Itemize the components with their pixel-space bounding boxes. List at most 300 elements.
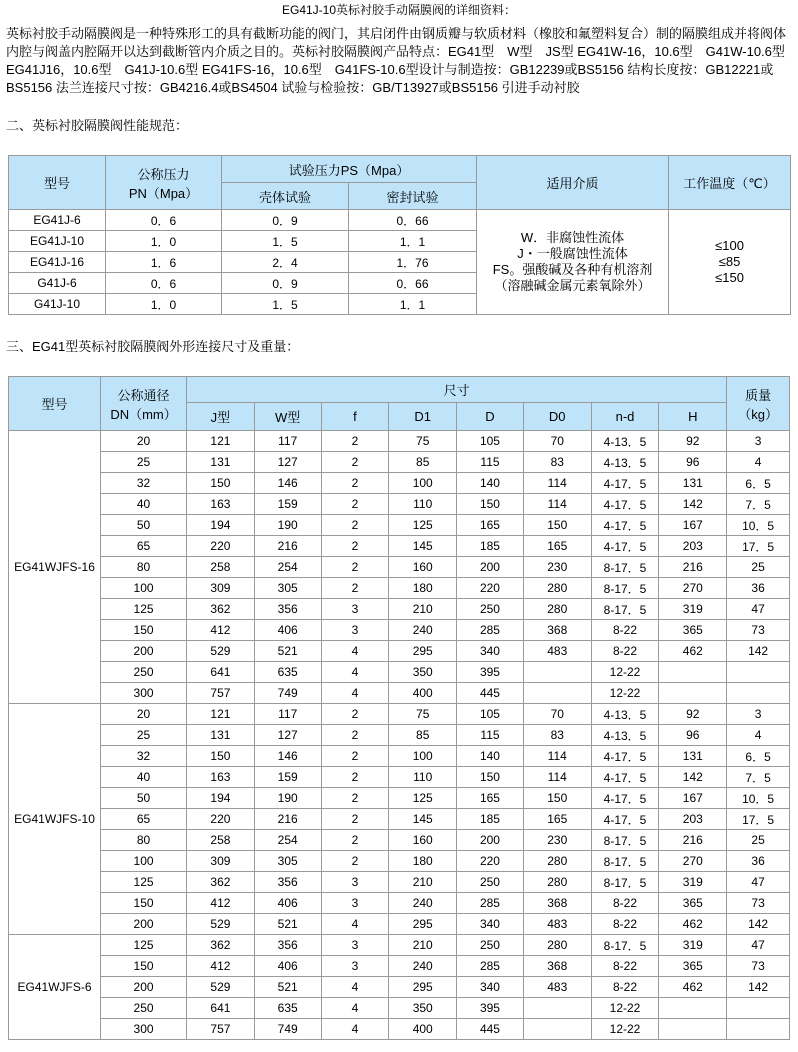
dim-cell-n-d: 4-17．5 xyxy=(591,788,659,809)
dim-cell-w: 406 xyxy=(254,893,321,914)
dim-header-col-j: J型 xyxy=(187,403,255,431)
dim-cell-j: 163 xyxy=(187,494,255,515)
dim-cell-h: 365 xyxy=(659,620,727,641)
dim-cell-d0: 280 xyxy=(523,578,591,599)
dim-cell-weight: 3 xyxy=(727,704,790,725)
dim-cell-h xyxy=(659,1019,727,1040)
dim-cell-n-d: 12-22 xyxy=(591,662,659,683)
dim-row xyxy=(9,746,790,767)
dim-cell-n-d: 4-13．5 xyxy=(591,725,659,746)
dim-cell-weight xyxy=(727,683,790,704)
perf-cell-pn: 0．6 xyxy=(106,210,222,231)
dim-cell-d: 185 xyxy=(457,809,524,830)
dim-cell-weight: 25 xyxy=(727,557,790,578)
dim-cell-f: 2 xyxy=(321,452,389,473)
dim-cell-d1: 160 xyxy=(389,830,457,851)
dim-header-col-d1: D1 xyxy=(389,403,457,431)
dim-cell-h: 203 xyxy=(659,536,727,557)
dim-cell-j: 258 xyxy=(187,557,255,578)
dim-cell-d0: 230 xyxy=(523,830,591,851)
dim-cell-d: 395 xyxy=(457,662,524,683)
dim-cell-j: 529 xyxy=(187,914,255,935)
dim-cell-w: 117 xyxy=(254,431,321,452)
dim-header-col-h: H xyxy=(659,403,727,431)
dim-cell-d: 165 xyxy=(457,788,524,809)
dim-cell-w: 305 xyxy=(254,578,321,599)
dim-header-dn xyxy=(101,377,187,431)
dim-cell-d: 285 xyxy=(457,893,524,914)
dim-cell-model: EG41WJFS-6 xyxy=(9,935,101,1040)
dim-cell-dn: 150 xyxy=(101,893,187,914)
dim-cell-n-d: 12-22 xyxy=(591,998,659,1019)
dim-cell-h: 131 xyxy=(659,746,727,767)
dim-cell-j: 641 xyxy=(187,662,255,683)
dim-cell-w: 521 xyxy=(254,977,321,998)
dim-cell-d0: 114 xyxy=(523,746,591,767)
dim-cell-n-d: 4-17．5 xyxy=(591,536,659,557)
dim-header-model: 型号 xyxy=(9,377,101,431)
dim-cell-d: 250 xyxy=(457,599,524,620)
dim-cell-dn: 300 xyxy=(101,683,187,704)
dim-row xyxy=(9,683,790,704)
dim-header-col-w: W型 xyxy=(254,403,321,431)
dim-cell-h: 142 xyxy=(659,494,727,515)
dim-cell-weight xyxy=(727,662,790,683)
dim-row xyxy=(9,599,790,620)
dim-cell-dn: 25 xyxy=(101,452,187,473)
dim-cell-w: 635 xyxy=(254,662,321,683)
dim-cell-w: 521 xyxy=(254,641,321,662)
dim-cell-d1: 240 xyxy=(389,893,457,914)
dim-cell-dn: 80 xyxy=(101,830,187,851)
dim-cell-d: 250 xyxy=(457,935,524,956)
dim-row xyxy=(9,851,790,872)
dim-cell-d1: 295 xyxy=(389,914,457,935)
dim-cell-d1: 210 xyxy=(389,935,457,956)
perf-cell-seal: 0．66 xyxy=(349,210,477,231)
dim-cell-weight: 17．5 xyxy=(727,809,790,830)
dim-row xyxy=(9,893,790,914)
dim-cell-d0: 280 xyxy=(523,872,591,893)
dim-cell-d: 200 xyxy=(457,557,524,578)
dim-cell-f: 2 xyxy=(321,704,389,725)
dim-cell-h: 462 xyxy=(659,977,727,998)
dim-row xyxy=(9,788,790,809)
dim-cell-d1: 160 xyxy=(389,557,457,578)
dim-cell-h: 92 xyxy=(659,431,727,452)
dim-cell-d0 xyxy=(523,662,591,683)
dim-header-dn-line2: DN（mm） xyxy=(110,406,177,422)
dim-cell-d0: 83 xyxy=(523,725,591,746)
dim-cell-j: 194 xyxy=(187,515,255,536)
intro-paragraph: 英标衬胶手动隔膜阀是一种特殊形工的具有截断功能的阀门，其启闭件由钢质瓣与软质材料（橡胶和氟塑料复合）制的隔膜组成并将阀体内腔与阀盖内腔隔开以达到截断管内介质之目的。英标衬胶隔膜阀产品特点：EG41型 W型 JS型 EG41W-16，10.6型 G41W-10.6型 EG41J16，10.6型 G41J-10.6型 EG41FS-16，10.6型 G41FS-10.6型设计与制造按：GB12239或BS5156 结构长度按：GB12221或 BS5156 法兰连接尺寸按：GB4216.4或BS4504 试验与检验按：GB/T13927或BS5156 引进手动衬胶 xyxy=(6,26,787,95)
dim-cell-n-d: 8-17．5 xyxy=(591,935,659,956)
dim-cell-d: 150 xyxy=(457,494,524,515)
dim-cell-weight xyxy=(727,1019,790,1040)
perf-cell-shell: 1．5 xyxy=(222,294,349,315)
perf-cell-shell: 2．4 xyxy=(222,252,349,273)
dim-cell-weight: 25 xyxy=(727,830,790,851)
dim-cell-dn: 300 xyxy=(101,1019,187,1040)
perf-cell-pn: 0．6 xyxy=(106,273,222,294)
perf-cell-temp: ≤100 ≤85 ≤150 xyxy=(669,210,791,315)
perf-cell-shell: 0．9 xyxy=(222,273,349,294)
dim-cell-weight: 73 xyxy=(727,893,790,914)
dim-cell-dn: 250 xyxy=(101,662,187,683)
dim-cell-n-d: 4-13．5 xyxy=(591,431,659,452)
dim-cell-d0: 114 xyxy=(523,494,591,515)
perf-header-pn-line2: PN（Mpa） xyxy=(128,185,199,201)
dim-cell-n-d: 4-17．5 xyxy=(591,809,659,830)
dim-row xyxy=(9,935,790,956)
dim-cell-d0: 483 xyxy=(523,914,591,935)
dim-cell-n-d: 8-22 xyxy=(591,914,659,935)
dim-cell-d: 220 xyxy=(457,578,524,599)
dim-row xyxy=(9,998,790,1019)
perf-cell-shell: 0．9 xyxy=(222,210,349,231)
dim-cell-j: 529 xyxy=(187,641,255,662)
dim-header-weight xyxy=(727,377,790,431)
dim-cell-h xyxy=(659,998,727,1019)
dim-cell-h: 270 xyxy=(659,578,727,599)
dim-cell-f: 3 xyxy=(321,620,389,641)
dim-cell-f: 2 xyxy=(321,851,389,872)
dim-cell-w: 216 xyxy=(254,536,321,557)
dim-cell-h: 365 xyxy=(659,893,727,914)
dim-cell-f: 3 xyxy=(321,872,389,893)
dim-cell-n-d: 4-17．5 xyxy=(591,515,659,536)
dim-cell-dn: 65 xyxy=(101,536,187,557)
dim-cell-d1: 125 xyxy=(389,788,457,809)
dim-cell-d1: 100 xyxy=(389,746,457,767)
dim-cell-j: 362 xyxy=(187,872,255,893)
dim-header-col-d: D xyxy=(457,403,524,431)
perf-row xyxy=(9,210,791,231)
dim-cell-f: 3 xyxy=(321,893,389,914)
dim-cell-model: EG41WJFS-10 xyxy=(9,704,101,935)
dim-cell-w: 127 xyxy=(254,452,321,473)
dim-cell-d0: 280 xyxy=(523,851,591,872)
dim-cell-d0: 368 xyxy=(523,893,591,914)
dim-cell-f: 4 xyxy=(321,641,389,662)
dim-cell-d: 115 xyxy=(457,725,524,746)
dim-cell-j: 412 xyxy=(187,893,255,914)
dim-row xyxy=(9,725,790,746)
dim-cell-dn: 200 xyxy=(101,641,187,662)
perf-cell-pn: 1．6 xyxy=(106,252,222,273)
dim-cell-w: 749 xyxy=(254,683,321,704)
dim-row xyxy=(9,557,790,578)
dim-cell-f: 4 xyxy=(321,977,389,998)
dim-header-weight-line1: 质量 xyxy=(745,387,772,403)
dim-row xyxy=(9,914,790,935)
dim-cell-d1: 350 xyxy=(389,998,457,1019)
perf-cell-seal: 1．76 xyxy=(349,252,477,273)
dim-cell-h: 96 xyxy=(659,725,727,746)
dim-cell-j: 529 xyxy=(187,977,255,998)
dim-cell-dn: 250 xyxy=(101,998,187,1019)
dim-cell-j: 757 xyxy=(187,1019,255,1040)
dim-cell-d0: 150 xyxy=(523,515,591,536)
dim-cell-j: 150 xyxy=(187,473,255,494)
dim-cell-h: 319 xyxy=(659,872,727,893)
dim-cell-j: 412 xyxy=(187,956,255,977)
dim-cell-d: 105 xyxy=(457,704,524,725)
perf-header-pn xyxy=(106,156,222,210)
dim-row xyxy=(9,494,790,515)
dim-cell-f: 2 xyxy=(321,809,389,830)
dim-cell-d0: 70 xyxy=(523,704,591,725)
dim-cell-dn: 200 xyxy=(101,977,187,998)
dim-cell-h: 365 xyxy=(659,956,727,977)
dim-cell-j: 163 xyxy=(187,767,255,788)
dim-cell-weight: 17．5 xyxy=(727,536,790,557)
dim-cell-w: 635 xyxy=(254,998,321,1019)
dim-cell-j: 757 xyxy=(187,683,255,704)
dim-cell-n-d: 12-22 xyxy=(591,1019,659,1040)
dim-cell-w: 521 xyxy=(254,914,321,935)
dim-cell-h: 319 xyxy=(659,935,727,956)
dim-cell-h: 203 xyxy=(659,809,727,830)
dim-cell-weight: 47 xyxy=(727,935,790,956)
dim-cell-n-d: 8-22 xyxy=(591,620,659,641)
perf-cell-pn: 1．0 xyxy=(106,231,222,252)
dim-cell-f: 2 xyxy=(321,788,389,809)
dim-cell-d0: 150 xyxy=(523,788,591,809)
dim-cell-j: 220 xyxy=(187,536,255,557)
dim-cell-h: 462 xyxy=(659,641,727,662)
perf-cell-pn: 1．0 xyxy=(106,294,222,315)
dim-cell-w: 305 xyxy=(254,851,321,872)
dim-cell-n-d: 4-17．5 xyxy=(591,767,659,788)
dim-cell-h xyxy=(659,683,727,704)
dim-cell-w: 127 xyxy=(254,725,321,746)
dim-cell-d: 285 xyxy=(457,956,524,977)
dim-cell-w: 356 xyxy=(254,935,321,956)
dim-header-col-n-d: n-d xyxy=(591,403,659,431)
dim-cell-d: 185 xyxy=(457,536,524,557)
dim-cell-weight: 142 xyxy=(727,914,790,935)
perf-header-shell: 壳体试验 xyxy=(222,183,349,210)
dim-cell-f: 2 xyxy=(321,725,389,746)
dim-cell-d1: 295 xyxy=(389,977,457,998)
dim-cell-dn: 125 xyxy=(101,935,187,956)
dim-cell-d: 340 xyxy=(457,914,524,935)
dim-cell-dn: 200 xyxy=(101,914,187,935)
dim-cell-d0: 280 xyxy=(523,599,591,620)
dim-cell-d1: 210 xyxy=(389,872,457,893)
dim-cell-weight: 142 xyxy=(727,977,790,998)
dim-header-size: 尺寸 xyxy=(187,377,727,403)
dim-cell-dn: 80 xyxy=(101,557,187,578)
dim-cell-f: 2 xyxy=(321,830,389,851)
dim-cell-d0: 83 xyxy=(523,452,591,473)
dim-cell-d0: 114 xyxy=(523,473,591,494)
dim-cell-dn: 20 xyxy=(101,704,187,725)
dim-cell-j: 131 xyxy=(187,452,255,473)
dim-cell-d1: 240 xyxy=(389,620,457,641)
dim-cell-d: 150 xyxy=(457,767,524,788)
dim-cell-weight: 47 xyxy=(727,872,790,893)
dim-cell-h: 216 xyxy=(659,830,727,851)
dim-row xyxy=(9,872,790,893)
dim-cell-f: 2 xyxy=(321,536,389,557)
dim-cell-j: 412 xyxy=(187,620,255,641)
dim-cell-weight xyxy=(727,998,790,1019)
dim-cell-n-d: 8-17．5 xyxy=(591,578,659,599)
dim-cell-d1: 180 xyxy=(389,851,457,872)
dim-cell-f: 2 xyxy=(321,494,389,515)
dim-cell-d1: 85 xyxy=(389,725,457,746)
dim-cell-weight: 7．5 xyxy=(727,494,790,515)
dim-cell-d0: 483 xyxy=(523,641,591,662)
dim-cell-d: 395 xyxy=(457,998,524,1019)
dim-cell-h: 167 xyxy=(659,788,727,809)
dim-cell-d0: 165 xyxy=(523,809,591,830)
dim-cell-d1: 400 xyxy=(389,683,457,704)
dim-cell-d0 xyxy=(523,1019,591,1040)
dim-cell-n-d: 8-17．5 xyxy=(591,872,659,893)
dim-cell-f: 3 xyxy=(321,599,389,620)
perf-header-media: 适用介质 xyxy=(477,156,669,210)
dim-cell-h: 131 xyxy=(659,473,727,494)
dim-cell-d1: 75 xyxy=(389,431,457,452)
dim-cell-j: 258 xyxy=(187,830,255,851)
dim-cell-f: 2 xyxy=(321,473,389,494)
dim-cell-n-d: 4-13．5 xyxy=(591,452,659,473)
dim-cell-d0 xyxy=(523,683,591,704)
dim-row xyxy=(9,956,790,977)
dim-cell-w: 254 xyxy=(254,557,321,578)
dim-cell-d1: 110 xyxy=(389,494,457,515)
dim-row xyxy=(9,977,790,998)
dim-cell-j: 150 xyxy=(187,746,255,767)
dim-cell-n-d: 8-22 xyxy=(591,641,659,662)
dim-row xyxy=(9,431,790,452)
dim-cell-j: 121 xyxy=(187,431,255,452)
dim-cell-d: 200 xyxy=(457,830,524,851)
dim-cell-d1: 145 xyxy=(389,809,457,830)
dim-cell-d0: 368 xyxy=(523,620,591,641)
dim-cell-h: 92 xyxy=(659,704,727,725)
dim-cell-weight: 10．5 xyxy=(727,515,790,536)
dim-cell-d1: 110 xyxy=(389,767,457,788)
dim-row xyxy=(9,578,790,599)
dim-row xyxy=(9,1019,790,1040)
dim-cell-n-d: 4-13．5 xyxy=(591,704,659,725)
dim-cell-d0: 368 xyxy=(523,956,591,977)
perf-cell-model: EG41J-10 xyxy=(9,231,106,252)
dim-cell-f: 2 xyxy=(321,557,389,578)
dim-cell-d0 xyxy=(523,998,591,1019)
dim-cell-weight: 36 xyxy=(727,578,790,599)
dim-cell-d0: 230 xyxy=(523,557,591,578)
dim-cell-d1: 350 xyxy=(389,662,457,683)
perf-cell-model: G41J-6 xyxy=(9,273,106,294)
dim-cell-f: 4 xyxy=(321,683,389,704)
dim-cell-h: 96 xyxy=(659,452,727,473)
dim-cell-weight: 3 xyxy=(727,431,790,452)
dim-cell-d: 285 xyxy=(457,620,524,641)
dim-cell-dn: 100 xyxy=(101,578,187,599)
dim-row xyxy=(9,536,790,557)
dim-row xyxy=(9,767,790,788)
dim-cell-d0: 483 xyxy=(523,977,591,998)
dim-cell-dn: 40 xyxy=(101,494,187,515)
dim-cell-j: 309 xyxy=(187,578,255,599)
dim-cell-n-d: 8-17．5 xyxy=(591,599,659,620)
performance-table xyxy=(8,155,791,315)
dim-cell-d: 340 xyxy=(457,977,524,998)
dim-cell-j: 309 xyxy=(187,851,255,872)
dim-cell-f: 2 xyxy=(321,746,389,767)
dim-cell-d1: 100 xyxy=(389,473,457,494)
section-title-performance: 二、英标衬胶隔膜阀性能规范： xyxy=(6,118,189,133)
dim-cell-w: 190 xyxy=(254,515,321,536)
perf-header-seal: 密封试验 xyxy=(349,183,477,210)
dim-row xyxy=(9,515,790,536)
dim-cell-w: 254 xyxy=(254,830,321,851)
dim-cell-d1: 180 xyxy=(389,578,457,599)
perf-cell-model: EG41J-16 xyxy=(9,252,106,273)
dim-header-col-d0: D0 xyxy=(523,403,591,431)
dim-cell-dn: 32 xyxy=(101,746,187,767)
dim-cell-d: 445 xyxy=(457,1019,524,1040)
dim-row xyxy=(9,620,790,641)
page-title: EG41J-10英标衬胶手动隔膜阀的详细资料： xyxy=(281,3,517,17)
dim-cell-weight: 142 xyxy=(727,641,790,662)
dim-cell-f: 4 xyxy=(321,914,389,935)
dim-cell-n-d: 4-17．5 xyxy=(591,473,659,494)
dim-cell-h: 462 xyxy=(659,914,727,935)
dim-cell-dn: 50 xyxy=(101,788,187,809)
dim-cell-h: 319 xyxy=(659,599,727,620)
dim-cell-dn: 125 xyxy=(101,599,187,620)
dim-cell-w: 117 xyxy=(254,704,321,725)
dim-cell-h: 167 xyxy=(659,515,727,536)
dim-cell-f: 2 xyxy=(321,515,389,536)
dim-cell-d: 340 xyxy=(457,641,524,662)
dim-cell-w: 749 xyxy=(254,1019,321,1040)
dim-cell-f: 4 xyxy=(321,1019,389,1040)
dim-cell-j: 194 xyxy=(187,788,255,809)
dim-cell-n-d: 4-17．5 xyxy=(591,746,659,767)
dim-cell-w: 159 xyxy=(254,767,321,788)
dim-cell-dn: 32 xyxy=(101,473,187,494)
dim-cell-dn: 150 xyxy=(101,956,187,977)
dim-cell-d1: 240 xyxy=(389,956,457,977)
dim-cell-weight: 36 xyxy=(727,851,790,872)
dim-row xyxy=(9,809,790,830)
dim-cell-d: 115 xyxy=(457,452,524,473)
perf-cell-seal: 1．1 xyxy=(349,294,477,315)
dim-cell-w: 146 xyxy=(254,473,321,494)
dim-cell-d: 140 xyxy=(457,746,524,767)
dim-cell-h xyxy=(659,662,727,683)
dim-header-dn-line1: 公称通径 xyxy=(117,387,170,403)
dim-cell-dn: 150 xyxy=(101,620,187,641)
dim-cell-n-d: 8-22 xyxy=(591,893,659,914)
dim-cell-d: 105 xyxy=(457,431,524,452)
dim-cell-weight: 6．5 xyxy=(727,746,790,767)
dim-cell-w: 406 xyxy=(254,620,321,641)
dim-cell-w: 406 xyxy=(254,956,321,977)
perf-header-test: 试验压力PS（Mpa） xyxy=(222,156,477,183)
dim-cell-f: 3 xyxy=(321,935,389,956)
dim-cell-dn: 20 xyxy=(101,431,187,452)
dim-cell-f: 3 xyxy=(321,956,389,977)
dim-cell-weight: 73 xyxy=(727,956,790,977)
